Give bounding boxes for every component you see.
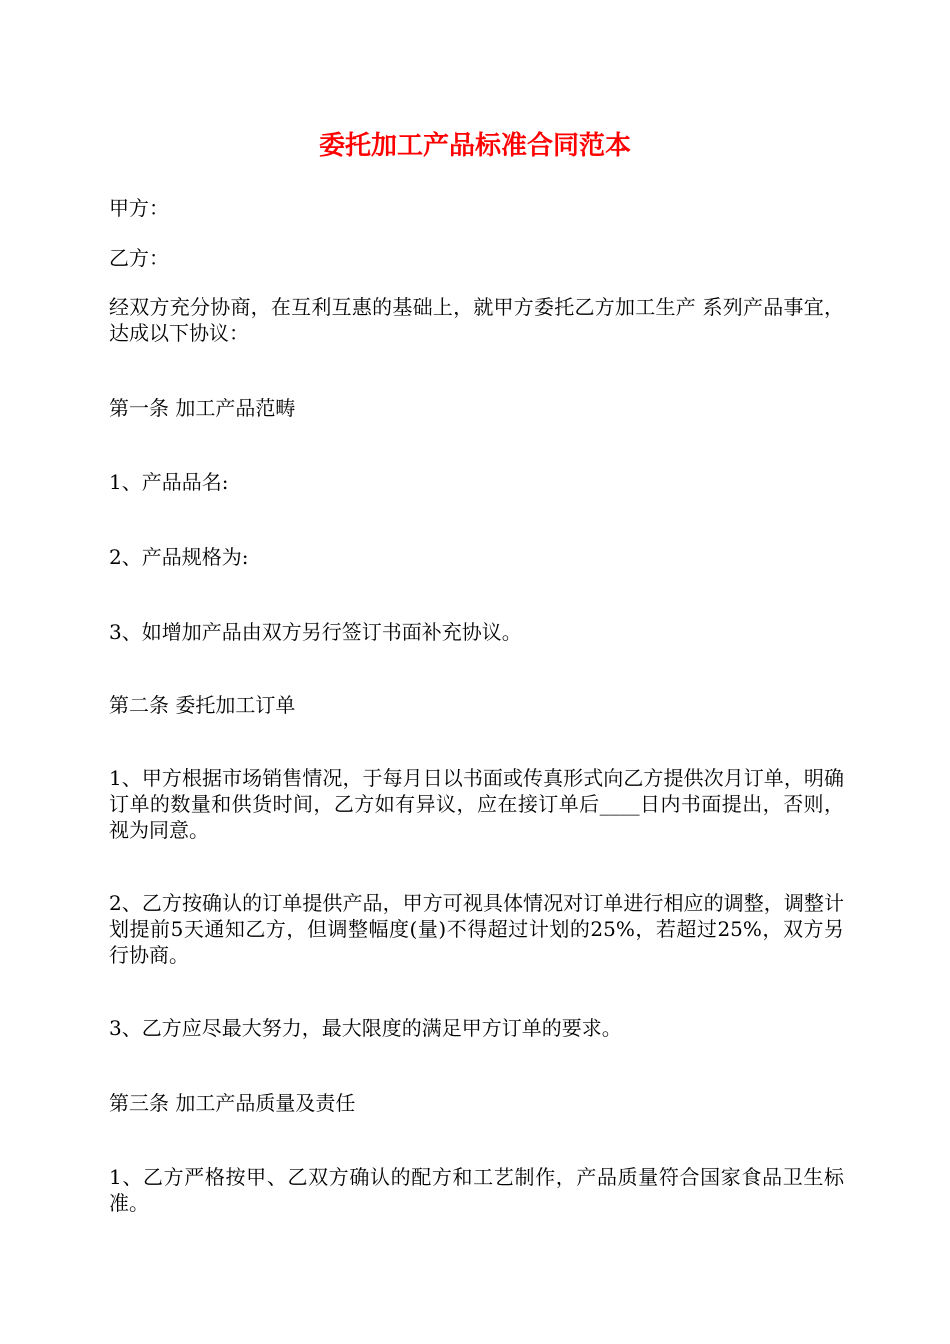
article-2-heading: 第二条 委托加工订单 [109,693,296,717]
article-1-item-3: 3、如增加产品由双方另行签订书面补充协议。 [109,620,522,644]
party-a-line: 甲方： [109,196,169,220]
document-title: 委托加工产品标准合同范本 [318,131,631,161]
article-1-item-1: 1、产品品名: [109,470,229,494]
article-1-item-2: 2、产品规格为: [109,545,249,569]
article-2-item-1: 1、甲方根据市场销售情况，于每月日以书面或传真形式向乙方提供次月订单，明确订单的数量和供货时间，乙方如有异议，应在接订单后____日内书面提出，否则，视为同意。 [109,766,844,842]
article-2-item-2: 2、乙方按确认的订单提供产品，甲方可视具体情况对订单进行相应的调整，调整计划提前5天通知乙方，但调整幅度(量)不得超过计划的25%，若超过25%，双方另行协商。 [109,891,844,967]
article-3-heading: 第三条 加工产品质量及责任 [109,1091,356,1115]
article-2-item-3: 3、乙方应尽最大努力，最大限度的满足甲方订单的要求。 [109,1016,622,1040]
preamble-paragraph: 经双方充分协商，在互利互惠的基础上，就甲方委托乙方加工生产 系列产品事宜，达成以下协议： [109,295,844,345]
article-1-heading: 第一条 加工产品范畴 [109,396,296,420]
party-b-line: 乙方： [109,246,169,270]
article-3-item-1: 1、乙方严格按甲、乙双方确认的配方和工艺制作，产品质量符合国家食品卫生标准。 [109,1165,844,1215]
